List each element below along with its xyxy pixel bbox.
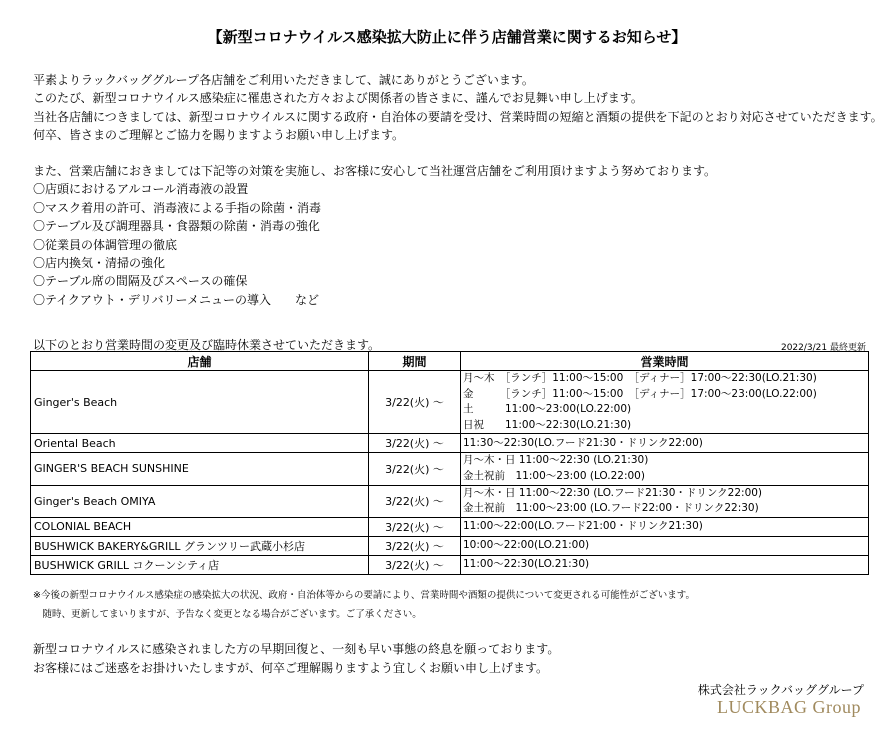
business-hours <box>461 555 869 574</box>
hours-line: 金 ［ランチ］11:00～15:00 ［ディナー］17:00～23:00(LO.22:00) <box>463 387 817 400</box>
business-hours <box>461 453 869 485</box>
business-hours <box>461 485 869 517</box>
measure-item: 〇店頭におけるアルコール消毒液の設置 <box>33 182 249 197</box>
header-period: 期間 <box>369 352 461 371</box>
measure-item: 〇店内換気・清掃の強化 <box>33 256 166 271</box>
closing-paragraph <box>33 640 559 678</box>
header-store: 店舗 <box>31 352 369 371</box>
store-name: Ginger's Beach <box>31 371 369 434</box>
period: 3/22(火) ～ <box>369 555 461 574</box>
hours-line: 月～木・日 11:00～22:30 (LO.21:30) <box>463 454 649 467</box>
table-header-row <box>31 352 869 371</box>
greeting-paragraph <box>33 71 883 145</box>
hours-table <box>30 351 869 575</box>
text-line: このたび、新型コロナウイルス感染症に罹患された方々および関係者の皆さまに、謹んでお見舞い申し上げます。 <box>33 91 643 106</box>
hours-line: 土 11:00～23:00(LO.22:00) <box>463 403 632 416</box>
table-notes <box>33 586 695 624</box>
text-line: 平素よりラックバッググループ各店舗をご利用いただきまして、誠にありがとうございます。 <box>33 73 534 87</box>
period: 3/22(火) ～ <box>369 517 461 536</box>
measure-item: 〇テーブル及び調理器具・食器類の除菌・消毒の強化 <box>33 219 320 234</box>
hours-line: 月～木 ［ランチ］11:00～15:00 ［ディナー］17:00～22:30(LO.21:30) <box>463 372 817 384</box>
business-hours <box>461 371 869 434</box>
hours-line: 11:00～22:00(LO.フード21:00・ドリンク21:30) <box>463 519 703 532</box>
page-title: 【新型コロナウイルス感染拡大防止に伴う店舗営業に関するお知らせ】 <box>207 28 687 46</box>
business-hours <box>461 536 869 555</box>
measure-item: 〇従業員の体調管理の徹底 <box>33 237 178 252</box>
store-name: BUSHWICK GRILL コクーンシティ店 <box>31 555 369 574</box>
hours-line: 11:00～22:30(LO.21:30) <box>463 557 590 570</box>
hours-line: 日祝 11:00～22:30(LO.21:30) <box>463 418 632 431</box>
note-line: ※今後の新型コロナウイルス感染症の感染拡大の状況、政府・自治体等からの要請により、営業時間や酒類の提供について変更される可能性がございます。 <box>33 590 695 601</box>
text-line: 当社各店舗につきましては、新型コロナウイルスに関する政府・自治体の要請を受け、営業時間の短縮と酒類の提供を下記のとおり対応させていただきます。 <box>33 109 883 124</box>
business-hours <box>461 434 869 453</box>
measure-item: 〇テイクアウト・デリバリーメニューの導入 など <box>33 292 319 307</box>
measure-item: 〇マスク着用の許可、消毒液による手指の除菌・消毒 <box>33 200 322 215</box>
store-name: Oriental Beach <box>31 434 369 453</box>
store-name: BUSHWICK BAKERY&GRILL グランツリー武蔵小杉店 <box>31 536 369 555</box>
company-logo: LUCKBAG Group <box>717 697 861 717</box>
period: 3/22(火) ～ <box>369 371 461 434</box>
hours-line: 月～木・日 11:00～22:30 (LO.フード21:30・ドリンク22:00) <box>463 486 763 499</box>
period: 3/22(火) ～ <box>369 453 461 485</box>
business-hours <box>461 517 869 536</box>
store-name: Ginger's Beach OMIYA <box>31 485 369 517</box>
text-line: 新型コロナウイルスに感染されました方の早期回復と、一刻も早い事態の終息を願っております。 <box>33 642 560 656</box>
measure-item: 〇テーブル席の間隔及びスペースの確保 <box>33 274 248 289</box>
text-line: 何卒、皆さまのご理解とご協力を賜りますようお願い申し上げます。 <box>33 128 405 143</box>
period: 3/22(火) ～ <box>369 485 461 517</box>
table-row <box>31 485 869 517</box>
table-row <box>31 555 869 574</box>
table-row <box>31 371 869 434</box>
period: 3/22(火) ～ <box>369 536 461 555</box>
hours-line: 金土祝前 11:00～23:00 (LO.22:00) <box>463 469 645 482</box>
measures-paragraph <box>33 162 716 309</box>
table-intro: 以下のとおり営業時間の変更及び臨時休業させていただきます。 <box>33 338 381 352</box>
hours-line: 10:00～22:00(LO.21:00) <box>463 538 590 551</box>
store-name: COLONIAL BEACH <box>31 517 369 536</box>
store-name: GINGER'S BEACH SUNSHINE <box>31 453 369 485</box>
last-updated: 2022/3/21 最終更新 <box>780 343 866 353</box>
table-row <box>31 434 869 453</box>
header-hours: 営業時間 <box>461 352 869 371</box>
hours-line: 11:30～22:30(LO.フード21:30・ドリンク22:00) <box>463 436 703 449</box>
table-row <box>31 453 869 485</box>
text-line: また、営業店舗におきましては下記等の対策を実施し、お客様に安心して当社運営店舗をご利用頂けますよう努めております。 <box>33 164 717 178</box>
table-row <box>31 517 869 536</box>
note-line: 随時、更新してまいりますが、予告なく変更となる場合がございます。ご了承ください。 <box>33 609 422 620</box>
period: 3/22(火) ～ <box>369 434 461 453</box>
company-name: 株式会社ラックバッググループ <box>697 683 864 697</box>
table-row <box>31 536 869 555</box>
hours-line: 金土祝前 11:00～23:00 (LO.フード22:00・ドリンク22:30) <box>463 502 759 515</box>
text-line: お客様にはご迷惑をお掛けいたしますが、何卒ご理解賜りますよう宜しくお願い申し上げます。 <box>33 661 549 675</box>
